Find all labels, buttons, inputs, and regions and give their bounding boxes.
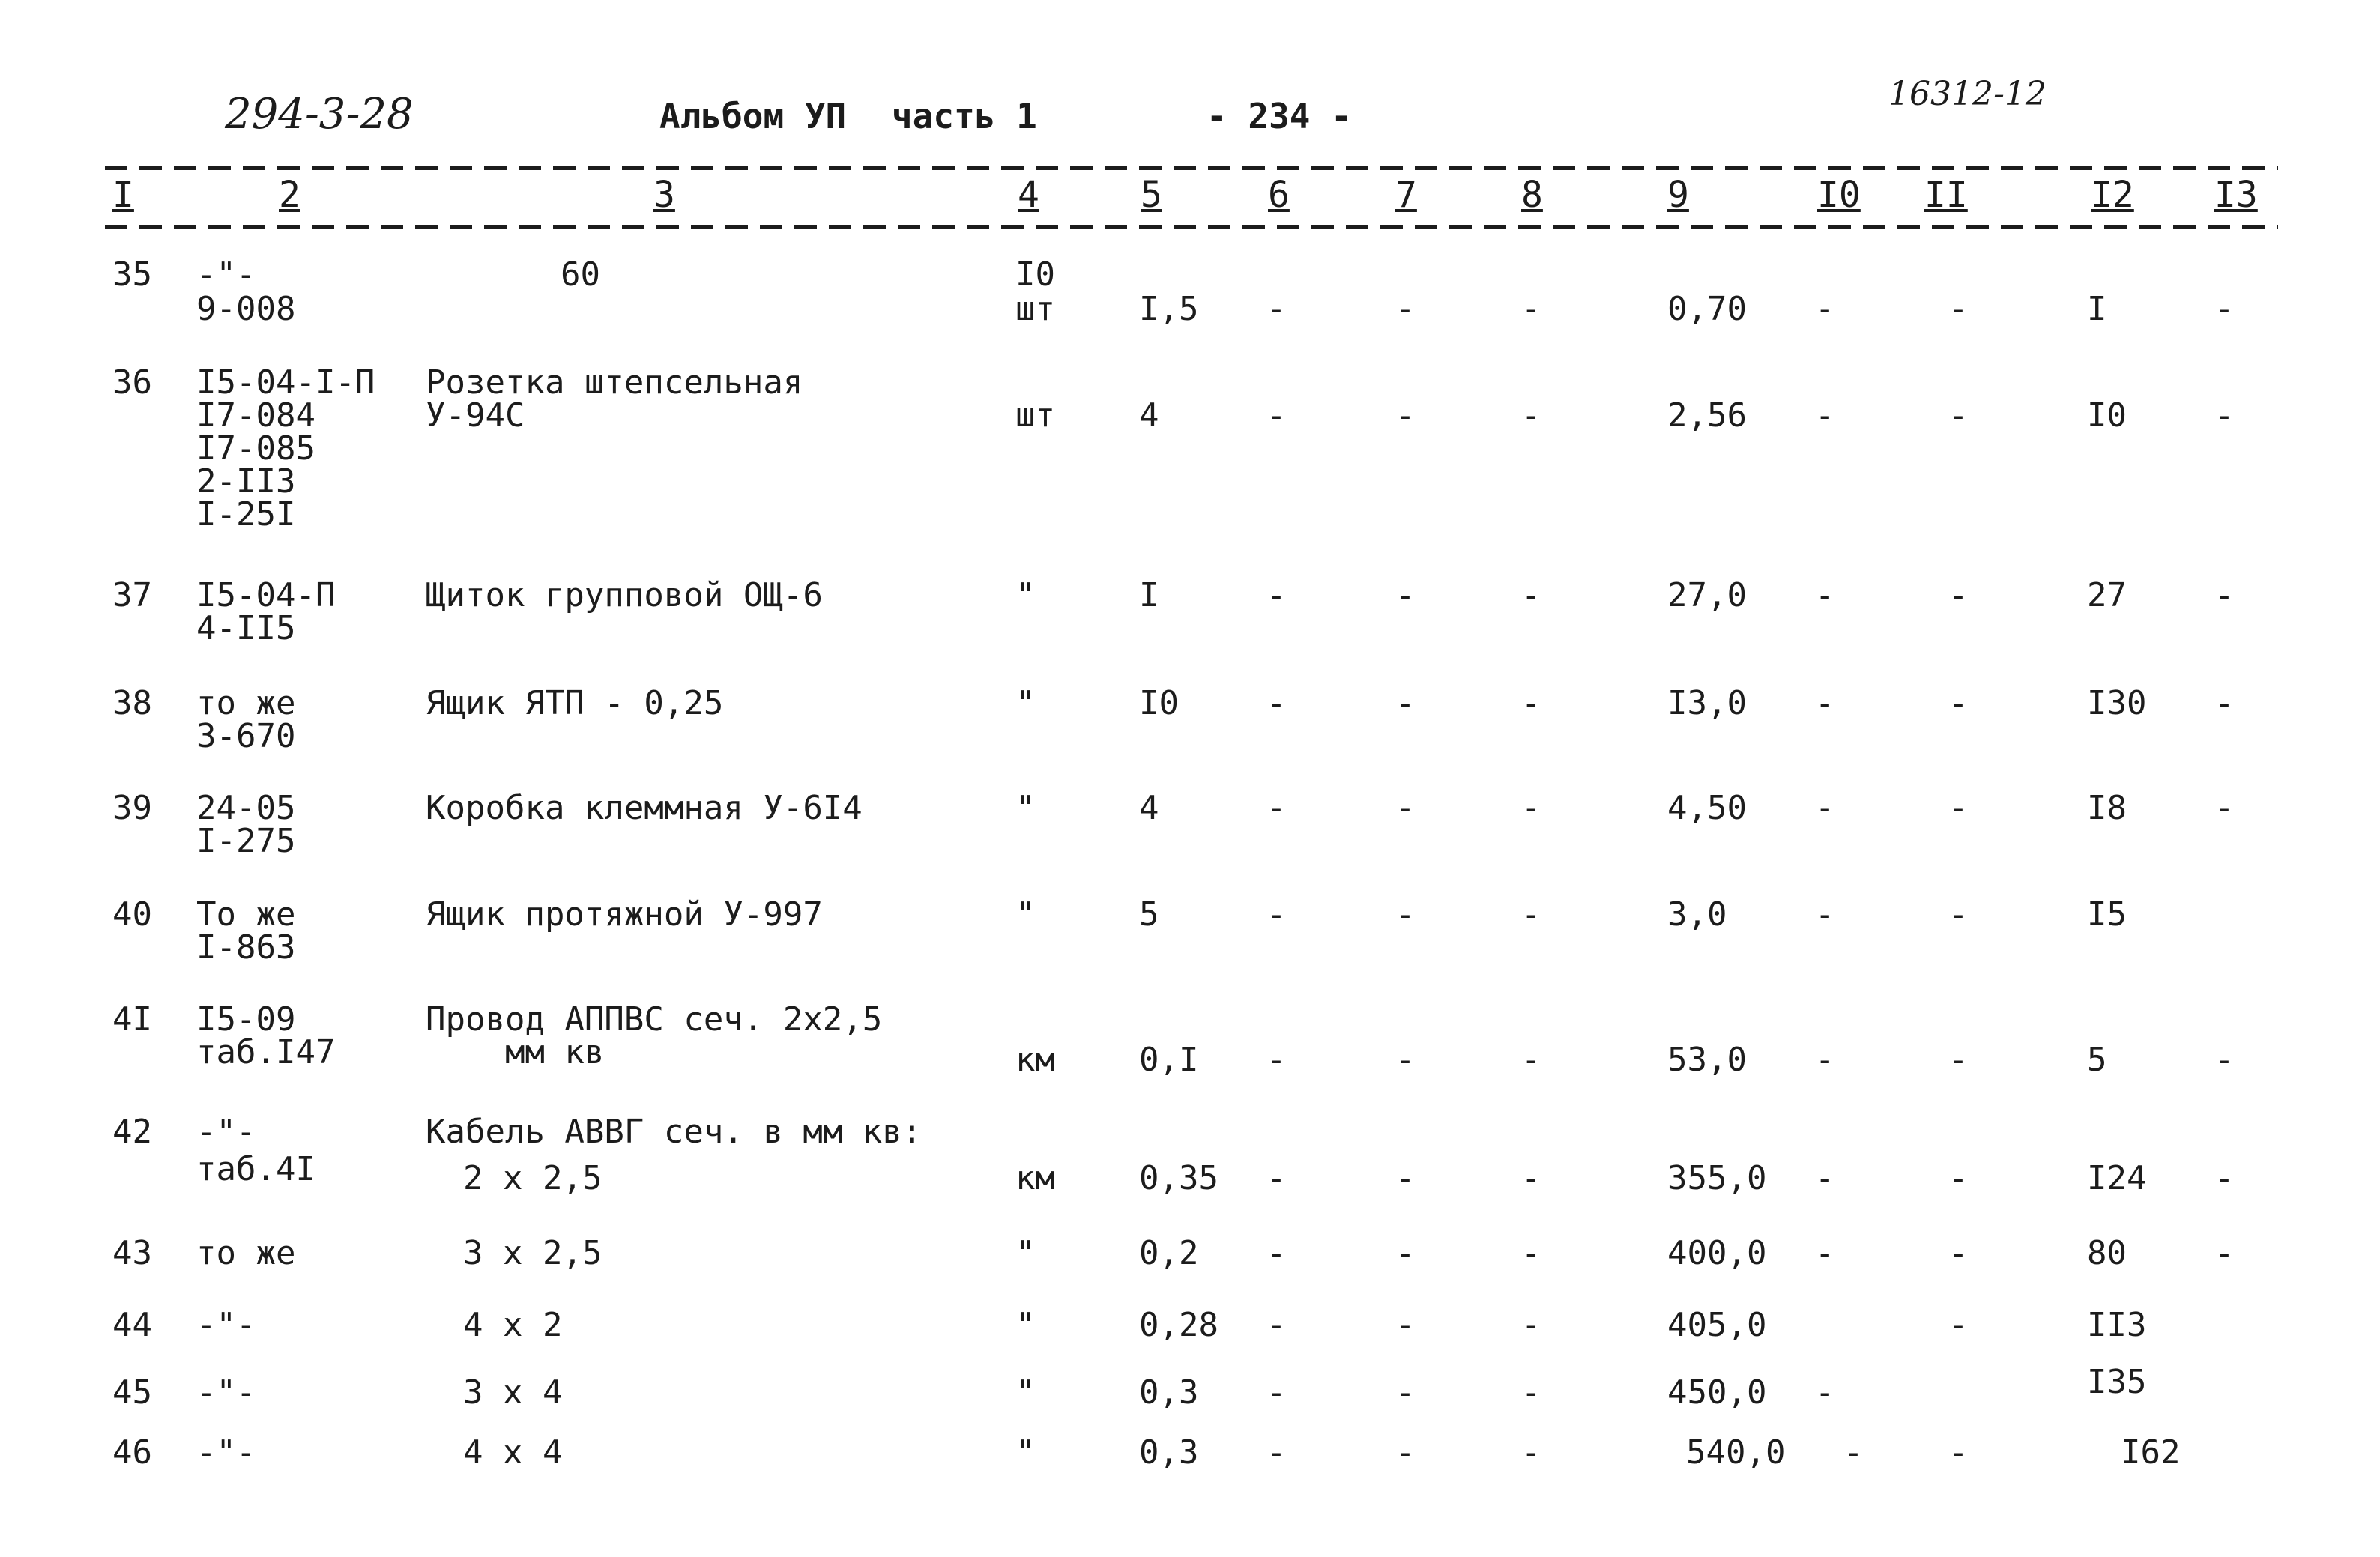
row-col-8: - <box>1521 1234 1541 1272</box>
row-col-13: - <box>2214 1234 2235 1272</box>
row-col-5: 0,2 <box>1139 1234 1199 1272</box>
row-col-9: 3,0 <box>1667 895 1727 934</box>
row-col-8: - <box>1521 789 1541 827</box>
doc-code: 294-3-28 <box>225 90 414 139</box>
row-number: 44 <box>112 1306 152 1344</box>
row-name: 3 х 4 <box>463 1373 563 1412</box>
row-unit: " <box>1015 1306 1036 1344</box>
row-col-5: 4 <box>1139 789 1159 827</box>
row-col-10: - <box>1815 290 1835 328</box>
row-col-9: 400,0 <box>1667 1234 1767 1272</box>
row-col-6: - <box>1266 895 1287 934</box>
row-col-9: 4,50 <box>1667 789 1747 827</box>
column-number: 7 <box>1395 174 1417 216</box>
row-reference: -"- <box>196 1306 256 1344</box>
row-number: 35 <box>112 256 152 294</box>
row-col-5: 0,3 <box>1139 1373 1199 1412</box>
row-col-7: - <box>1395 396 1416 435</box>
row-number: 4I <box>112 1000 152 1038</box>
row-col-11: - <box>1948 789 1969 827</box>
row-col-10: - <box>1815 895 1835 934</box>
row-col-5: I,5 <box>1139 290 1199 328</box>
row-col-8: - <box>1521 1373 1541 1412</box>
row-col-12: I62 <box>2121 1433 2181 1472</box>
row-col-7: - <box>1395 290 1416 328</box>
column-number: 9 <box>1667 174 1689 216</box>
column-number: I <box>112 174 134 216</box>
row-col-5: 0,35 <box>1139 1159 1218 1197</box>
row-col-6: - <box>1266 684 1287 722</box>
row-unit: " <box>1015 576 1036 614</box>
row-unit: " <box>1015 895 1036 934</box>
row-col-6: - <box>1266 1373 1287 1412</box>
row-reference: -"- <box>196 1373 256 1412</box>
row-col-11: - <box>1948 684 1969 722</box>
row-col-10: - <box>1815 684 1835 722</box>
row-col-13: - <box>2214 789 2235 827</box>
row-col-8: - <box>1521 576 1541 614</box>
row-col-7: - <box>1395 1159 1416 1197</box>
row-name: Щиток групповой ОЩ-6 <box>426 576 823 614</box>
row-col-11: - <box>1948 576 1969 614</box>
row-number: 43 <box>112 1234 152 1272</box>
row-col-11: - <box>1948 396 1969 435</box>
row-unit: " <box>1015 1373 1036 1412</box>
row-col-5: 0,I <box>1139 1041 1199 1079</box>
row-col-5: I0 <box>1139 684 1179 722</box>
row-col-6: - <box>1266 290 1287 328</box>
row-unit: шт <box>1015 396 1055 435</box>
row-col-13: - <box>2214 1159 2235 1197</box>
row-name: Коробка клеммная У-6I4 <box>426 789 863 827</box>
row-col-11: - <box>1948 290 1969 328</box>
row-col-11: - <box>1948 1234 1969 1272</box>
column-number: 6 <box>1268 174 1290 216</box>
row-unit: км <box>1015 1041 1055 1079</box>
row-number: 45 <box>112 1373 152 1412</box>
row-col-9: 540,0 <box>1686 1433 1786 1472</box>
column-number: 8 <box>1521 174 1543 216</box>
row-col-8: - <box>1521 684 1541 722</box>
row-col-9: 405,0 <box>1667 1306 1767 1344</box>
row-col-6: - <box>1266 1041 1287 1079</box>
row-number: 40 <box>112 895 152 934</box>
row-col-5: I <box>1139 576 1159 614</box>
row-col-13: - <box>2214 396 2235 435</box>
row-col-9: 450,0 <box>1667 1373 1767 1412</box>
row-unit: " <box>1015 684 1036 722</box>
row-col-9: 27,0 <box>1667 576 1747 614</box>
row-col-8: - <box>1521 1041 1541 1079</box>
column-number: 5 <box>1141 174 1162 216</box>
row-col-6: - <box>1266 396 1287 435</box>
row-col-9: 0,70 <box>1667 290 1747 328</box>
row-col-12: 80 <box>2087 1234 2127 1272</box>
row-col-9: 53,0 <box>1667 1041 1747 1079</box>
column-number: I0 <box>1817 174 1861 216</box>
row-col-8: - <box>1521 396 1541 435</box>
row-col-7: - <box>1395 684 1416 722</box>
row-col-6: - <box>1266 1234 1287 1272</box>
row-col-7: - <box>1395 1041 1416 1079</box>
row-col-8: - <box>1521 895 1541 934</box>
row-col-6: - <box>1266 1159 1287 1197</box>
row-col-5: 5 <box>1139 895 1159 934</box>
row-col-10: - <box>1815 1159 1835 1197</box>
header-rule-bottom <box>105 225 2278 229</box>
row-col-6: - <box>1266 789 1287 827</box>
row-col-9: I3,0 <box>1667 684 1747 722</box>
row-number: 36 <box>112 363 152 402</box>
row-col-6: - <box>1266 1433 1287 1472</box>
row-col-8: - <box>1521 1306 1541 1344</box>
row-col-5: 0,3 <box>1139 1433 1199 1472</box>
row-number: 46 <box>112 1433 152 1472</box>
row-col-6: - <box>1266 1306 1287 1344</box>
row-col-12: I8 <box>2087 789 2127 827</box>
row-col-7: - <box>1395 1373 1416 1412</box>
page-number: - 234 - <box>1206 96 1352 136</box>
row-col-8: - <box>1521 1433 1541 1472</box>
row-reference: то же <box>196 1234 296 1272</box>
header-rule-top <box>105 166 2278 170</box>
column-number: 4 <box>1018 174 1039 216</box>
row-col-13: - <box>2214 1041 2235 1079</box>
row-col-8: - <box>1521 1159 1541 1197</box>
row-unit: " <box>1015 1234 1036 1272</box>
row-col-12: I30 <box>2087 684 2147 722</box>
row-col-11: - <box>1948 1041 1969 1079</box>
row-name: Ящик протяжной У-997 <box>426 895 823 934</box>
row-col-5: 0,28 <box>1139 1306 1218 1344</box>
column-number: 2 <box>279 174 300 216</box>
row-number: 37 <box>112 576 152 614</box>
row-col-7: - <box>1395 576 1416 614</box>
row-col-11: - <box>1948 1433 1969 1472</box>
column-number: I3 <box>2214 174 2258 216</box>
row-col-11: - <box>1948 895 1969 934</box>
row-unit: км <box>1015 1159 1055 1197</box>
row-col-10: - <box>1815 789 1835 827</box>
row-col-11: - <box>1948 1159 1969 1197</box>
column-number: 3 <box>653 174 675 216</box>
row-col-12: I5 <box>2087 895 2127 934</box>
album-title: Альбом УП <box>659 96 847 136</box>
row-col-13: - <box>2214 684 2235 722</box>
row-col-8: - <box>1521 290 1541 328</box>
row-col-7: - <box>1395 895 1416 934</box>
row-col-6: - <box>1266 576 1287 614</box>
row-col-12: 5 <box>2087 1041 2107 1079</box>
column-number: II <box>1924 174 1968 216</box>
row-col-12: 27 <box>2087 576 2127 614</box>
row-col-12: II3 <box>2087 1306 2147 1344</box>
row-unit: " <box>1015 1433 1036 1472</box>
row-name: 3 х 2,5 <box>463 1234 602 1272</box>
row-col-12: I0 <box>2087 396 2127 435</box>
row-col-10: - <box>1815 396 1835 435</box>
row-name: 4 х 2 <box>463 1306 563 1344</box>
row-number: 38 <box>112 684 152 722</box>
row-col-10: - <box>1815 576 1835 614</box>
row-col-13: - <box>2214 290 2235 328</box>
row-reference: -"- <box>196 1433 256 1472</box>
row-number: 42 <box>112 1113 152 1151</box>
row-col-7: - <box>1395 1306 1416 1344</box>
row-unit: " <box>1015 789 1036 827</box>
row-col-7: - <box>1395 789 1416 827</box>
row-col-12: I35 <box>2087 1363 2147 1401</box>
row-name: 4 х 4 <box>463 1433 563 1472</box>
sheet-code: 16312-12 <box>1888 75 2047 113</box>
row-col-10: - <box>1843 1433 1864 1472</box>
column-number: I2 <box>2091 174 2134 216</box>
row-col-13: - <box>2214 576 2235 614</box>
row-col-7: - <box>1395 1234 1416 1272</box>
row-col-7: - <box>1395 1433 1416 1472</box>
row-col-5: 4 <box>1139 396 1159 435</box>
document-page: 294-3-28 Альбом УП часть 1 - 234 - 16312-12 I 2 3 4 5 6 7 8 9 I0 II I2 I3 35 -"- 9-008 60 I0 шт I,5 - - - 0,70 - - I - 36 I5-04-I-П I7-084 I7-085 2-II3 I-25I Розетка штепсельная У-94С шт 4 - - - 2,56 - - I0 - 37 I5-04-П 4-II5 Щиток групповой ОЩ-6 " I - - - 27,0 - - 27 - 38 то же 3-670 Ящик ЯТП - 0,25 " I0 - - - I3,0 - - I30 - 39 24-05 I-275 Коробка клеммная У-6I4 " 4 - - - 4,50 - - I8 - 40 То же I-863 Ящик протяжной У-997 " 5 - - - 3,0 - - I5 4I I5-09 таб.I47 Провод АППВС сеч. 2х2,5 мм кв км 0,I - - - 53,0 - - 5 - 42 -"- таб.4I Кабель АВВГ сеч. в мм кв: 2 х 2,5 км 0,35 - - - 355,0 - - I24 - 43 то же 3 х 2,5 " 0,2 - - - 400,0 - - 80 - 44 -"- 4 х 2 " 0,28 - - - 405,0 - II3 45 -"- 3 х 4 " 0,3 - - - 450,0 - I35 46 -"- 4 х 4 " 0,3 - - - 540,0 - - I62 <box>0 0 2380 1557</box>
row-col-9: 2,56 <box>1667 396 1747 435</box>
row-col-11: - <box>1948 1306 1969 1344</box>
row-col-10: - <box>1815 1373 1835 1412</box>
row-number: 39 <box>112 789 152 827</box>
row-name: Ящик ЯТП - 0,25 <box>426 684 724 722</box>
row-col-10: - <box>1815 1041 1835 1079</box>
row-col-12: I24 <box>2087 1159 2147 1197</box>
row-col-12: I <box>2087 290 2107 328</box>
row-col-10: - <box>1815 1234 1835 1272</box>
album-part: часть 1 <box>892 96 1037 136</box>
row-col-9: 355,0 <box>1667 1159 1767 1197</box>
